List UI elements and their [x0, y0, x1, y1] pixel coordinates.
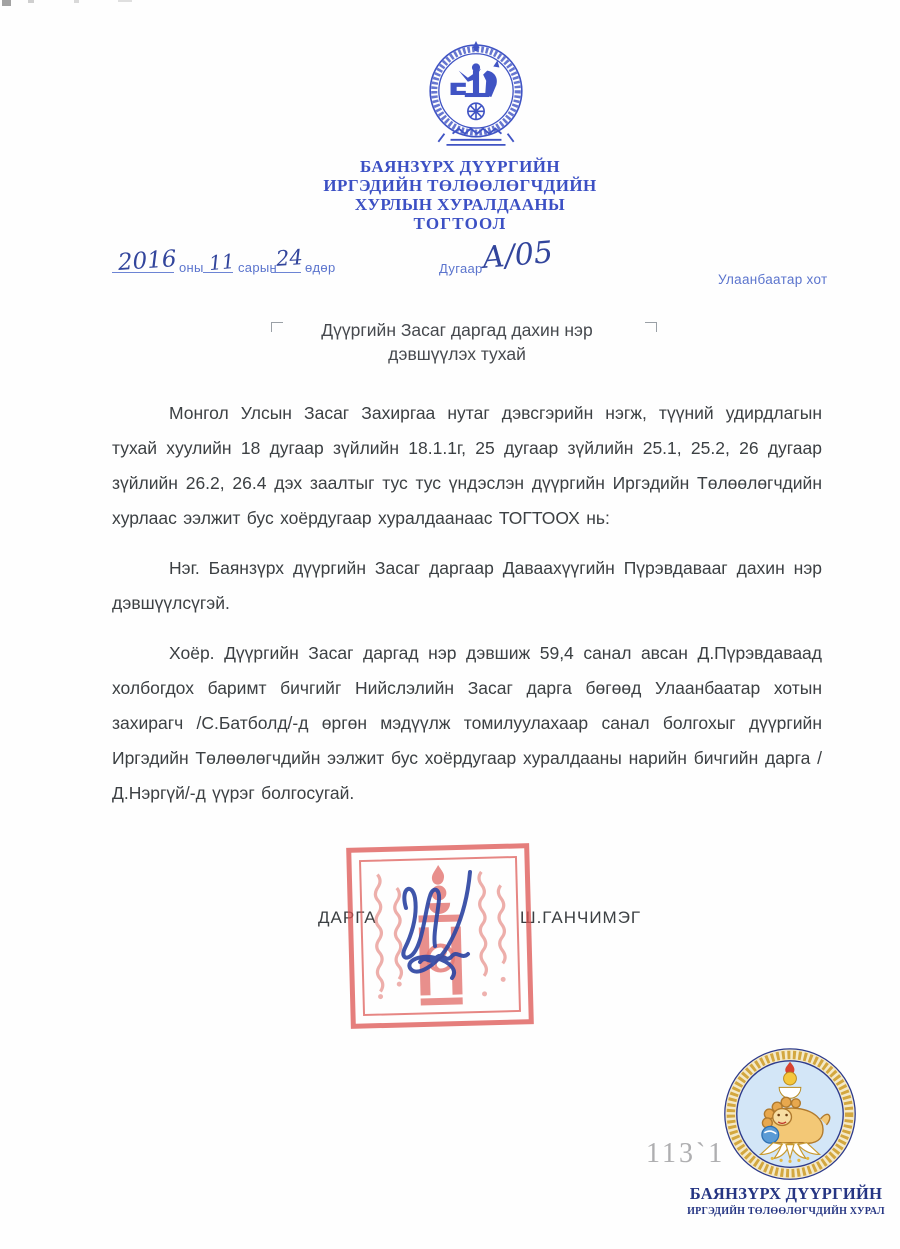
paragraph-clause-one: Нэг. Баянзүрх дүүргийн Засаг даргаар Даваахүүгийн Пүрэвдавааг дахин нэр дэвшүүлсүгэй.: [112, 558, 822, 613]
document-number-handwritten: А/05: [480, 234, 555, 277]
decree-body: [112, 396, 822, 826]
faint-scan-number: 113`1: [646, 1138, 726, 1169]
state-emblem-icon: [420, 38, 532, 152]
subject-title: [237, 318, 677, 366]
org-title-line2: ИРГЭДИЙН ТӨЛӨӨЛӨГЧДИЙН: [323, 176, 597, 195]
date-month-handwritten: 11: [208, 248, 236, 276]
footer-org-line2: ИРГЭДИЙН ТӨЛӨӨЛӨГЧДИЙН ХУРАЛ: [687, 1206, 885, 1217]
scan-speck: [2, 0, 11, 6]
scan-speck: [118, 0, 132, 2]
signature-icon: [378, 866, 488, 984]
council-logo-icon: [718, 1048, 862, 1186]
org-title-line3: ХУРЛЫН ХУРАЛДААНЫ: [354, 195, 566, 214]
day-label: өдөр: [305, 260, 336, 275]
subject-line2: дэвшүүлэх тухай: [388, 344, 526, 364]
org-title-line4: ТОГТООЛ: [413, 214, 507, 233]
number-label: Дугаар: [439, 261, 483, 276]
org-title-line1: БАЯНЗҮРХ ДҮҮРГИЙН: [360, 157, 560, 176]
footer-org-line1: БАЯНЗҮРХ ДҮҮРГИЙН: [689, 1184, 883, 1203]
year-underline: [112, 272, 174, 273]
paragraph-clause-two: Хоёр. Дүүргийн Засаг даргад нэр дэвшиж 59,4 санал авсан Д.Пүрэвдаваад холбогдох баримт бичгийг Нийслэлийн Засаг дарга бөгөөд Улаанбаатар хотын захирагч /С.Батболд/-д өргөн мэдүүлж томилуулахаар санал болгохыг дүүргийн Иргэдийн Төлөөлөгчдийн ээлжит бус хоёрдугаар хуралдааны нарийн бичгийн дарга /Д.Нэргүй/-д үүрэг болгосугай.: [112, 643, 822, 803]
month-label: сарын: [238, 260, 277, 275]
city-label: Улаанбаатар хот: [718, 272, 828, 287]
paragraph-preamble: Монгол Улсын Засаг Захиргаа нутаг дэвсгэрийн нэгж, түүний удирдлагын тухай хуулийн 18 дугаар зүйлийн 18.1.1г, 25 дугаар зүйлийн 25.1, 25.2, 26 дугаар зүйлийн 26.2, 26.4 дэх заалтыг тус тус үндэслэн дүүргийн Иргэдийн Төлөөлөгчдийн хурлаас ээлжит бус хоёрдугаар хуралдаанаас ТОГТООХ нь:: [112, 403, 822, 528]
subject-line1: Дүүргийн Засаг даргад дахин нэр: [321, 320, 593, 340]
day-underline: [271, 272, 301, 273]
scan-speck: [74, 0, 79, 3]
date-day-handwritten: 24: [275, 245, 304, 271]
month-underline: [203, 272, 233, 273]
year-label: оны: [179, 260, 204, 275]
chairman-title: ДАРГА: [318, 908, 377, 927]
footer-org-caption: [676, 1184, 896, 1217]
chairman-name: Ш.ГАНЧИМЭГ: [520, 908, 642, 927]
org-title: [240, 157, 680, 233]
scan-speck: [28, 0, 34, 3]
date-year-handwritten: 2016: [117, 245, 178, 277]
